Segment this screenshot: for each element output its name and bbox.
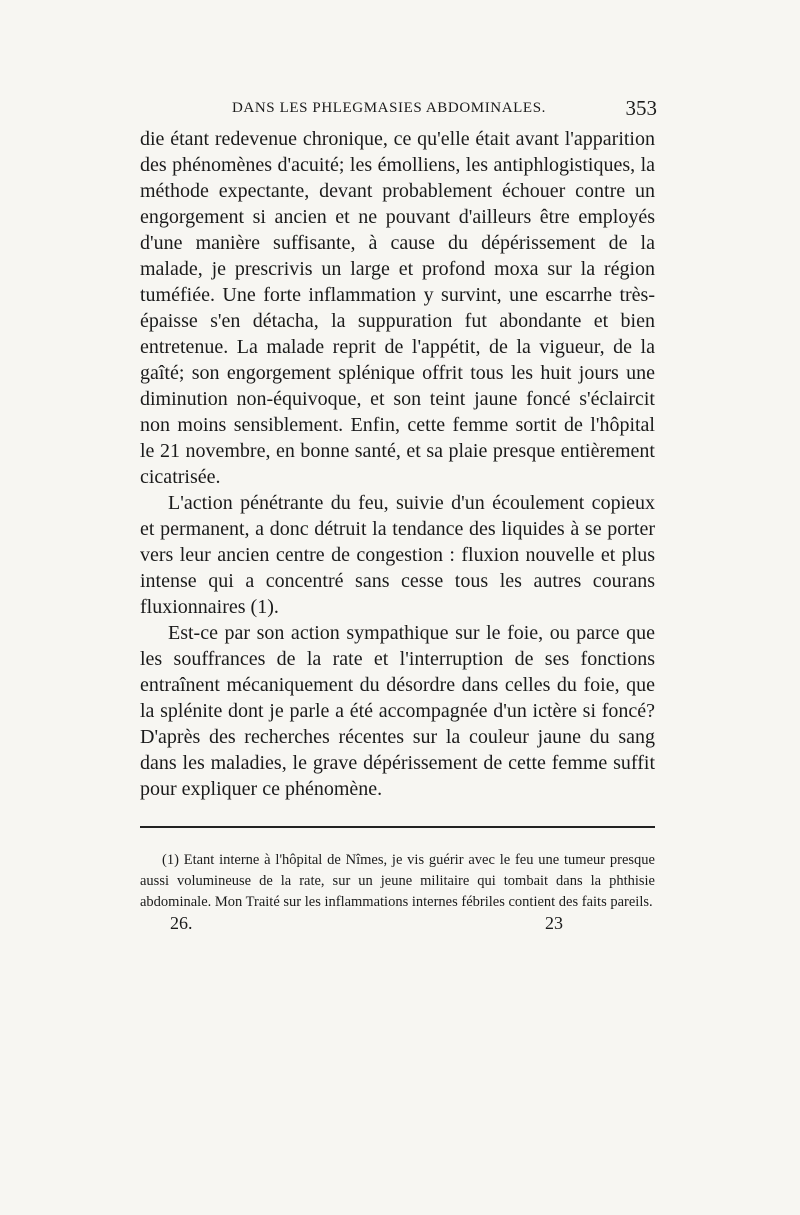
signature-left: 26. [170, 913, 193, 933]
signature-right: 23 [545, 913, 563, 933]
footnote: (1) Etant interne à l'hôpital de Nîmes, je vis guérir avec le feu une tumeur presque aussi volumineuse de la rate, sur un jeune militaire qui tombait dans la phthisie abdominale. Mon Traité sur les inflammations internes fébriles contient des faits pareils. [140, 852, 655, 910]
page-number: 353 [625, 96, 657, 120]
paragraph-continuation: die étant redevenue chronique, ce qu'elle était avant l'apparition des phénomènes d'acuité; les émolliens, les antiphlogistiques, la méthode expectante, devant probablement échouer contre un engorgement si ancien et ne pouvant d'ailleurs être employés d'une manière suffisante, à cause du dépérissement de la malade, je prescrivis un large et profond moxa sur la région tuméfiée. Une forte inflammation y survint, une escarrhe très-épaisse s'en détacha, la suppuration fut abondante et bien entretenue. La malade reprit de l'appétit, de la vigueur, de la gaîté; son engorgement splénique offrit tous les huit jours une diminution non-équivoque, et son teint jaune foncé s'éclaircit non moins sensiblement. Enfin, cette femme sortit de l'hôpital le 21 novembre, en bonne santé, et sa plaie presque entièrement cicatrisée. [140, 128, 655, 488]
paragraph-jaundice: Est-ce par son action sympathique sur le foie, ou parce que les souffrances de la rate et l'interruption de ses fonctions entraînent mécaniquement du désordre dans celles du foie, que la splénite dont je parle a été accompagnée d'un ictère si foncé? D'après des recherches récentes sur la couleur jaune du sang dans les maladies, le grave dépérissement de cette femme suffit pour expliquer ce phénomène. [140, 622, 655, 800]
running-title: DANS LES PHLEGMASIES ABDOMINALES. [232, 100, 546, 116]
footnote-rule [140, 826, 655, 828]
signature-marks [140, 913, 655, 939]
book-page [140, 96, 655, 939]
body-text [140, 126, 655, 802]
paragraph-fire-action: L'action pénétrante du feu, suivie d'un écoulement copieux et permanent, a donc détruit la tendance des liquides à se porter vers leur ancien centre de congestion : fluxion nouvelle et plus intense qui a concentré sans cesse tous les autres courans fluxionnaires (1). [140, 492, 655, 618]
running-head [140, 96, 655, 126]
